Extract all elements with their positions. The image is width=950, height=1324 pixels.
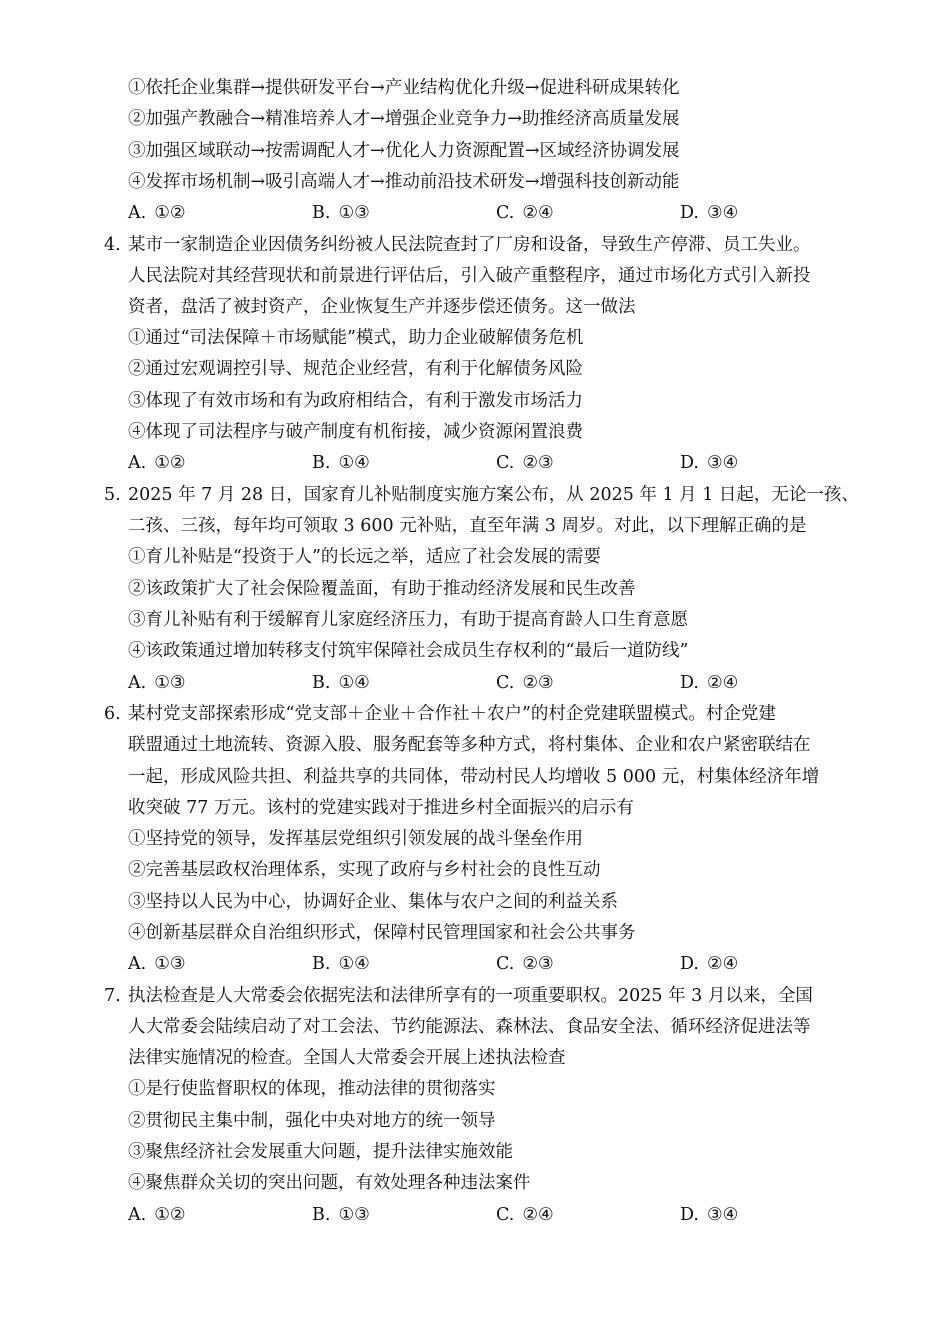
q3-item-3: ③加强区域联动→按需调配人才→优化人力资源配置→区域经济协调发展 <box>128 141 680 161</box>
q5-stem-line-1: 5. 2025 年 7 月 28 日，国家育儿补贴制度实施方案公布，从 2025 年 1 月 1 日起，无论一孩、 <box>104 480 859 511</box>
q5-item-4: ④该政策通过增加转移支付筑牢保障社会成员生存权利的“最后一道防线” <box>128 641 689 661</box>
q6-options <box>128 949 868 980</box>
q3-options <box>128 198 868 229</box>
q4-stem-line-3: 资者，盘活了被封资产，企业恢复生产并逐步偿还债务。这一做法 <box>128 297 636 317</box>
q6-option-c[interactable]: C. ②③ <box>496 954 554 974</box>
q6-item-3: ③坚持以人民为中心，协调好企业、集体与农户之间的利益关系 <box>128 892 618 912</box>
q4-stem-line-1: 4. 某市一家制造企业因债务纠纷被人民法院查封了厂房和设备，导致生产停滞、员工失业。 <box>104 230 811 261</box>
q6-number: 6. <box>104 704 121 724</box>
q4-option-d[interactable]: D. ③④ <box>680 453 739 473</box>
q6-stem-line-1: 6. 某村党支部探索形成“党支部＋企业＋合作社＋农户”的村企党建联盟模式。村企党建 <box>104 699 776 730</box>
q5-number: 5. <box>104 485 121 505</box>
q5-item-2: ②该政策扩大了社会保险覆盖面，有助于推动经济发展和民生改善 <box>128 579 636 599</box>
q7-option-b[interactable]: B. ①③ <box>312 1205 370 1225</box>
q4-item-1: ①通过“司法保障＋市场赋能”模式，助力企业破解债务危机 <box>128 328 584 348</box>
q4-options <box>128 448 868 479</box>
q6-stem-line-3: 一起，形成风险共担、利益共享的共同体，带动村民人均增收 5 000 元，村集体经济年增 <box>128 767 820 787</box>
q5-option-d[interactable]: D. ②④ <box>680 673 739 693</box>
q3-option-a[interactable]: A. ①② <box>128 203 186 223</box>
q7-options <box>128 1200 868 1231</box>
q7-stem-line-1: 7. 执法检查是人大常委会依据宪法和法律所享有的一项重要职权。2025 年 3 月以来，全国 <box>104 981 813 1012</box>
q6-option-a[interactable]: A. ①③ <box>128 954 186 974</box>
q3-item-1: ①依托企业集群→提供研发平台→产业结构优化升级→促进科研成果转化 <box>128 78 680 98</box>
q4-option-c[interactable]: C. ②③ <box>496 453 554 473</box>
q7-stem-line-2: 人大常委会陆续启动了对工会法、节约能源法、森林法、食品安全法、循环经济促进法等 <box>128 1017 811 1037</box>
q7-item-3: ③聚焦经济社会发展重大问题，提升法律实施效能 <box>128 1142 513 1162</box>
q4-number: 4. <box>104 235 121 255</box>
q6-stem-line-4: 收突破 77 万元。该村的党建实践对于推进乡村全面振兴的启示有 <box>128 798 634 818</box>
q6-item-1: ①坚持党的领导，发挥基层党组织引领发展的战斗堡垒作用 <box>128 829 583 849</box>
q6-stem-line-2: 联盟通过土地流转、资源入股、服务配套等多种方式，将村集体、企业和农户紧密联结在 <box>128 735 811 755</box>
q7-item-4: ④聚焦群众关切的突出问题，有效处理各种违法案件 <box>128 1173 531 1193</box>
q4-option-b[interactable]: B. ①④ <box>312 453 370 473</box>
q6-item-2: ②完善基层政权治理体系，实现了政府与乡村社会的良性互动 <box>128 860 601 880</box>
q7-option-d[interactable]: D. ③④ <box>680 1205 739 1225</box>
q7-item-1: ①是行使监督职权的体现，推动法律的贯彻落实 <box>128 1079 496 1099</box>
q4-item-2: ②通过宏观调控引导、规范企业经营，有利于化解债务风险 <box>128 359 583 379</box>
q5-options <box>128 668 868 699</box>
q4-stem-line-2: 人民法院对其经营现状和前景进行评估后，引入破产重整程序，通过市场化方式引入新投 <box>128 266 811 286</box>
q6-option-b[interactable]: B. ①④ <box>312 954 370 974</box>
q5-item-3: ③育儿补贴有利于缓解育儿家庭经济压力，有助于提高育龄人口生育意愿 <box>128 610 688 630</box>
q4-item-3: ③体现了有效市场和有为政府相结合，有利于激发市场活力 <box>128 391 583 411</box>
q5-stem-line-2: 二孩、三孩，每年均可领取 3 600 元补贴，直至年满 3 周岁。对此，以下理解正确的是 <box>128 516 807 536</box>
q3-option-b[interactable]: B. ①③ <box>312 203 370 223</box>
q5-item-1: ①育儿补贴是“投资于人”的长远之举，适应了社会发展的需要 <box>128 547 601 567</box>
q3-option-d[interactable]: D. ③④ <box>680 203 739 223</box>
q6-item-4: ④创新基层群众自治组织形式，保障村民管理国家和社会公共事务 <box>128 923 636 943</box>
q7-item-2: ②贯彻民主集中制，强化中央对地方的统一领导 <box>128 1111 496 1131</box>
q3-option-c[interactable]: C. ②④ <box>496 203 554 223</box>
q5-option-b[interactable]: B. ①④ <box>312 673 370 693</box>
q4-option-a[interactable]: A. ①② <box>128 453 186 473</box>
q5-option-a[interactable]: A. ①③ <box>128 673 186 693</box>
q7-number: 7. <box>104 986 121 1006</box>
q7-stem-line-3: 法律实施情况的检查。全国人大常委会开展上述执法检查 <box>128 1048 566 1068</box>
q3-item-2: ②加强产教融合→精准培养人才→增强企业竞争力→助推经济高质量发展 <box>128 109 680 129</box>
q7-option-a[interactable]: A. ①② <box>128 1205 186 1225</box>
q6-option-d[interactable]: D. ②④ <box>680 954 739 974</box>
q3-item-4: ④发挥市场机制→吸引高端人才→推动前沿技术研发→增强科技创新动能 <box>128 172 680 192</box>
q5-option-c[interactable]: C. ②③ <box>496 673 554 693</box>
q7-option-c[interactable]: C. ②④ <box>496 1205 554 1225</box>
q4-item-4: ④体现了司法程序与破产制度有机衔接，减少资源闲置浪费 <box>128 422 583 442</box>
